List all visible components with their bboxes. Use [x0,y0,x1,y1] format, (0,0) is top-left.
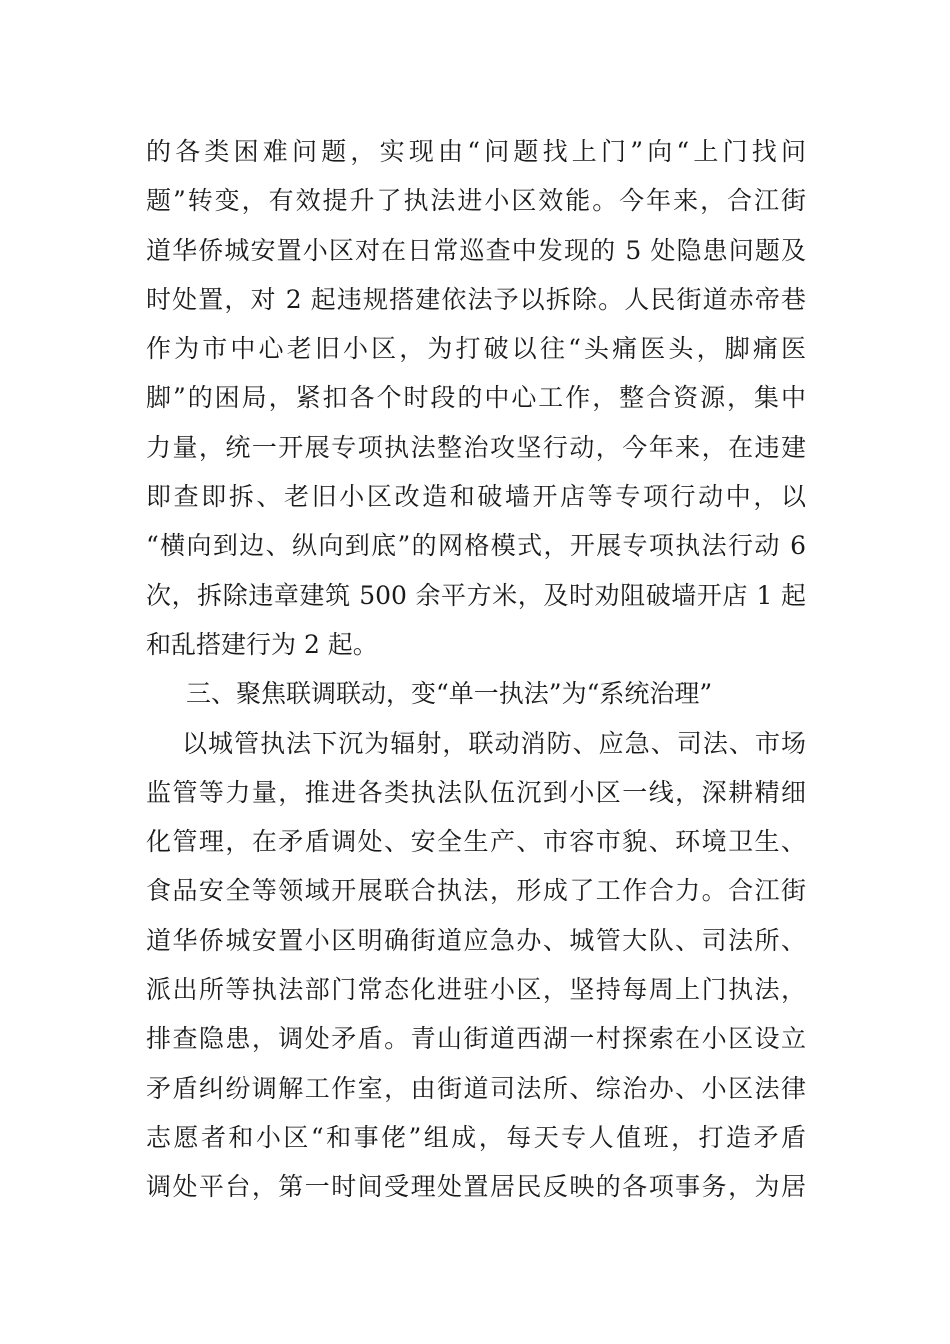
text-line: 道华侨城安置小区明确街道应急办、城管大队、司法所、 [146,925,806,955]
section-heading-text: 三、聚焦联调联动，变“单一执法”为“系统治理” [186,679,713,709]
text-line: 即查即拆、老旧小区改造和破墙开店等专项行动中，以 [146,482,806,512]
text-line: 排查隐患，调处矛盾。青山街道西湖一村探索在小区设立 [146,1024,806,1054]
text-line: 监管等力量，推进各类执法队伍沉到小区一线，深耕精细 [146,777,806,807]
text-line: 作为市中心老旧小区，为打破以往“头痛医头，脚痛医 [146,334,806,364]
text-line: 调处平台，第一时间受理处置居民反映的各项事务，为居 [146,1172,806,1202]
document-body [146,127,806,1212]
text-line: “横向到边、纵向到底”的网格模式，开展专项执法行动 6 [146,531,806,561]
text-line: 时处置，对 2 起违规搭建依法予以拆除。人民街道赤帝巷 [146,284,806,314]
text-line: 题”转变，有效提升了执法进小区效能。今年来，合江街 [146,186,806,216]
text-line: 力量，统一开展专项执法整治攻坚行动，今年来，在违建 [146,432,806,462]
text-line: 矛盾纠纷调解工作室，由街道司法所、综治办、小区法律 [146,1073,806,1103]
text-line: 以城管执法下沉为辐射，联动消防、应急、司法、市场 [182,728,806,758]
text-line: 脚”的困局，紧扣各个时段的中心工作，整合资源，集中 [146,383,806,413]
text-line: 和乱搭建行为 2 起。 [146,629,378,659]
paragraph-joint-enforcement [146,719,806,1212]
text-line: 道华侨城安置小区对在日常巡查中发现的 5 处隐患问题及 [146,235,806,265]
text-line: 次，拆除违章建筑 500 余平方米，及时劝阻破墙开店 1 起 [146,580,806,610]
text-line: 的各类困难问题，实现由“问题找上门”向“上门找问 [146,137,806,166]
section-heading [146,669,806,718]
text-line: 志愿者和小区“和事佬”组成，每天专人值班，打造矛盾 [146,1122,806,1152]
text-line: 派出所等执法部门常态化进驻小区，坚持每周上门执法， [146,975,806,1005]
text-line: 化管理，在矛盾调处、安全生产、市容市貌、环境卫生、 [146,827,806,857]
paragraph-enforcement-results [146,127,806,669]
text-line: 食品安全等领域开展联合执法，形成了工作合力。合江街 [146,876,806,906]
